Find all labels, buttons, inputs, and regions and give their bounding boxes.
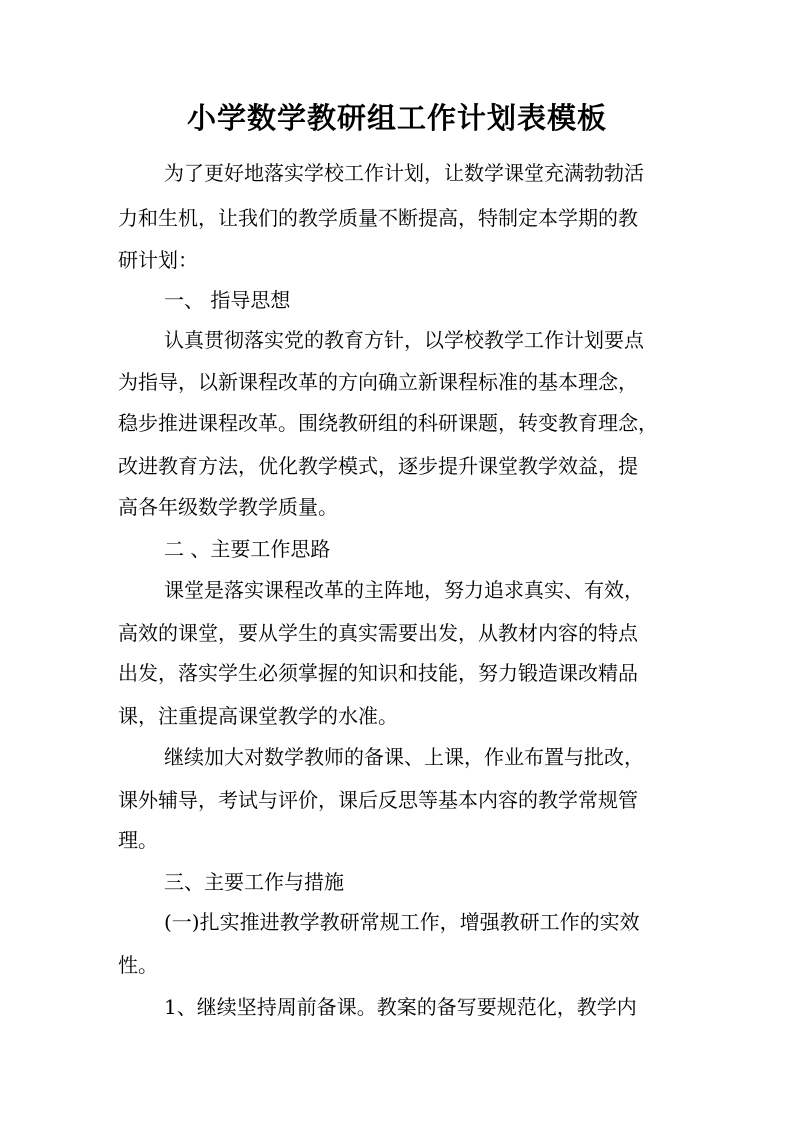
paragraph-line: 课外辅导，考试与评价，课后反思等基本内容的教学常规管 [118,788,638,812]
subsection-heading: (一)扎实推进教学教研常规工作，增强教研工作的实效 [164,910,640,934]
paragraph-line: 改进教育方法，优化教学模式，逐步提升课堂教学效益，提 [118,454,638,478]
paragraph-line: 研计划： [118,248,198,272]
paragraph-line: 课堂是落实课程改革的主阵地，努力追求真实、有效， [164,578,644,602]
paragraph-line: 为指导，以新课程改革的方向确立新课程标准的基本理念， [118,370,638,394]
paragraph-line: 高各年级数学教学质量。 [118,495,338,519]
paragraph-line: 力和生机，让我们的教学质量不断提高，特制定本学期的教 [118,206,638,230]
paragraph-line: 性。 [118,953,158,977]
paragraph-line: 继续加大对数学教师的备课、上课，作业布置与批改， [164,745,644,769]
paragraph-line: 出发，落实学生必须掌握的知识和技能，努力锻造课改精品 [118,661,638,685]
paragraph-line: 课，注重提高课堂教学的水准。 [118,704,398,728]
section-heading: 三、主要工作与措施 [164,870,344,894]
paragraph-line: 高效的课堂，要从学生的真实需要出发，从教材内容的特点 [118,621,638,645]
paragraph-line: 认真贯彻落实党的教育方针，以学校教学工作计划要点 [164,328,644,352]
paragraph-line: 1、继续坚持周前备课。教案的备写要规范化，教学内 [164,995,637,1019]
document-title: 小学数学教研组工作计划表模板 [186,101,607,135]
paragraph-line: 为了更好地落实学校工作计划，让数学课堂充满勃勃活 [164,161,644,185]
section-heading: 二 、主要工作思路 [164,537,331,561]
section-heading: 一、 指导思想 [164,288,291,312]
paragraph-line: 理。 [118,828,158,852]
paragraph-line: 稳步推进课程改革。围绕教研组的科研课题，转变教育理念， [118,411,658,435]
